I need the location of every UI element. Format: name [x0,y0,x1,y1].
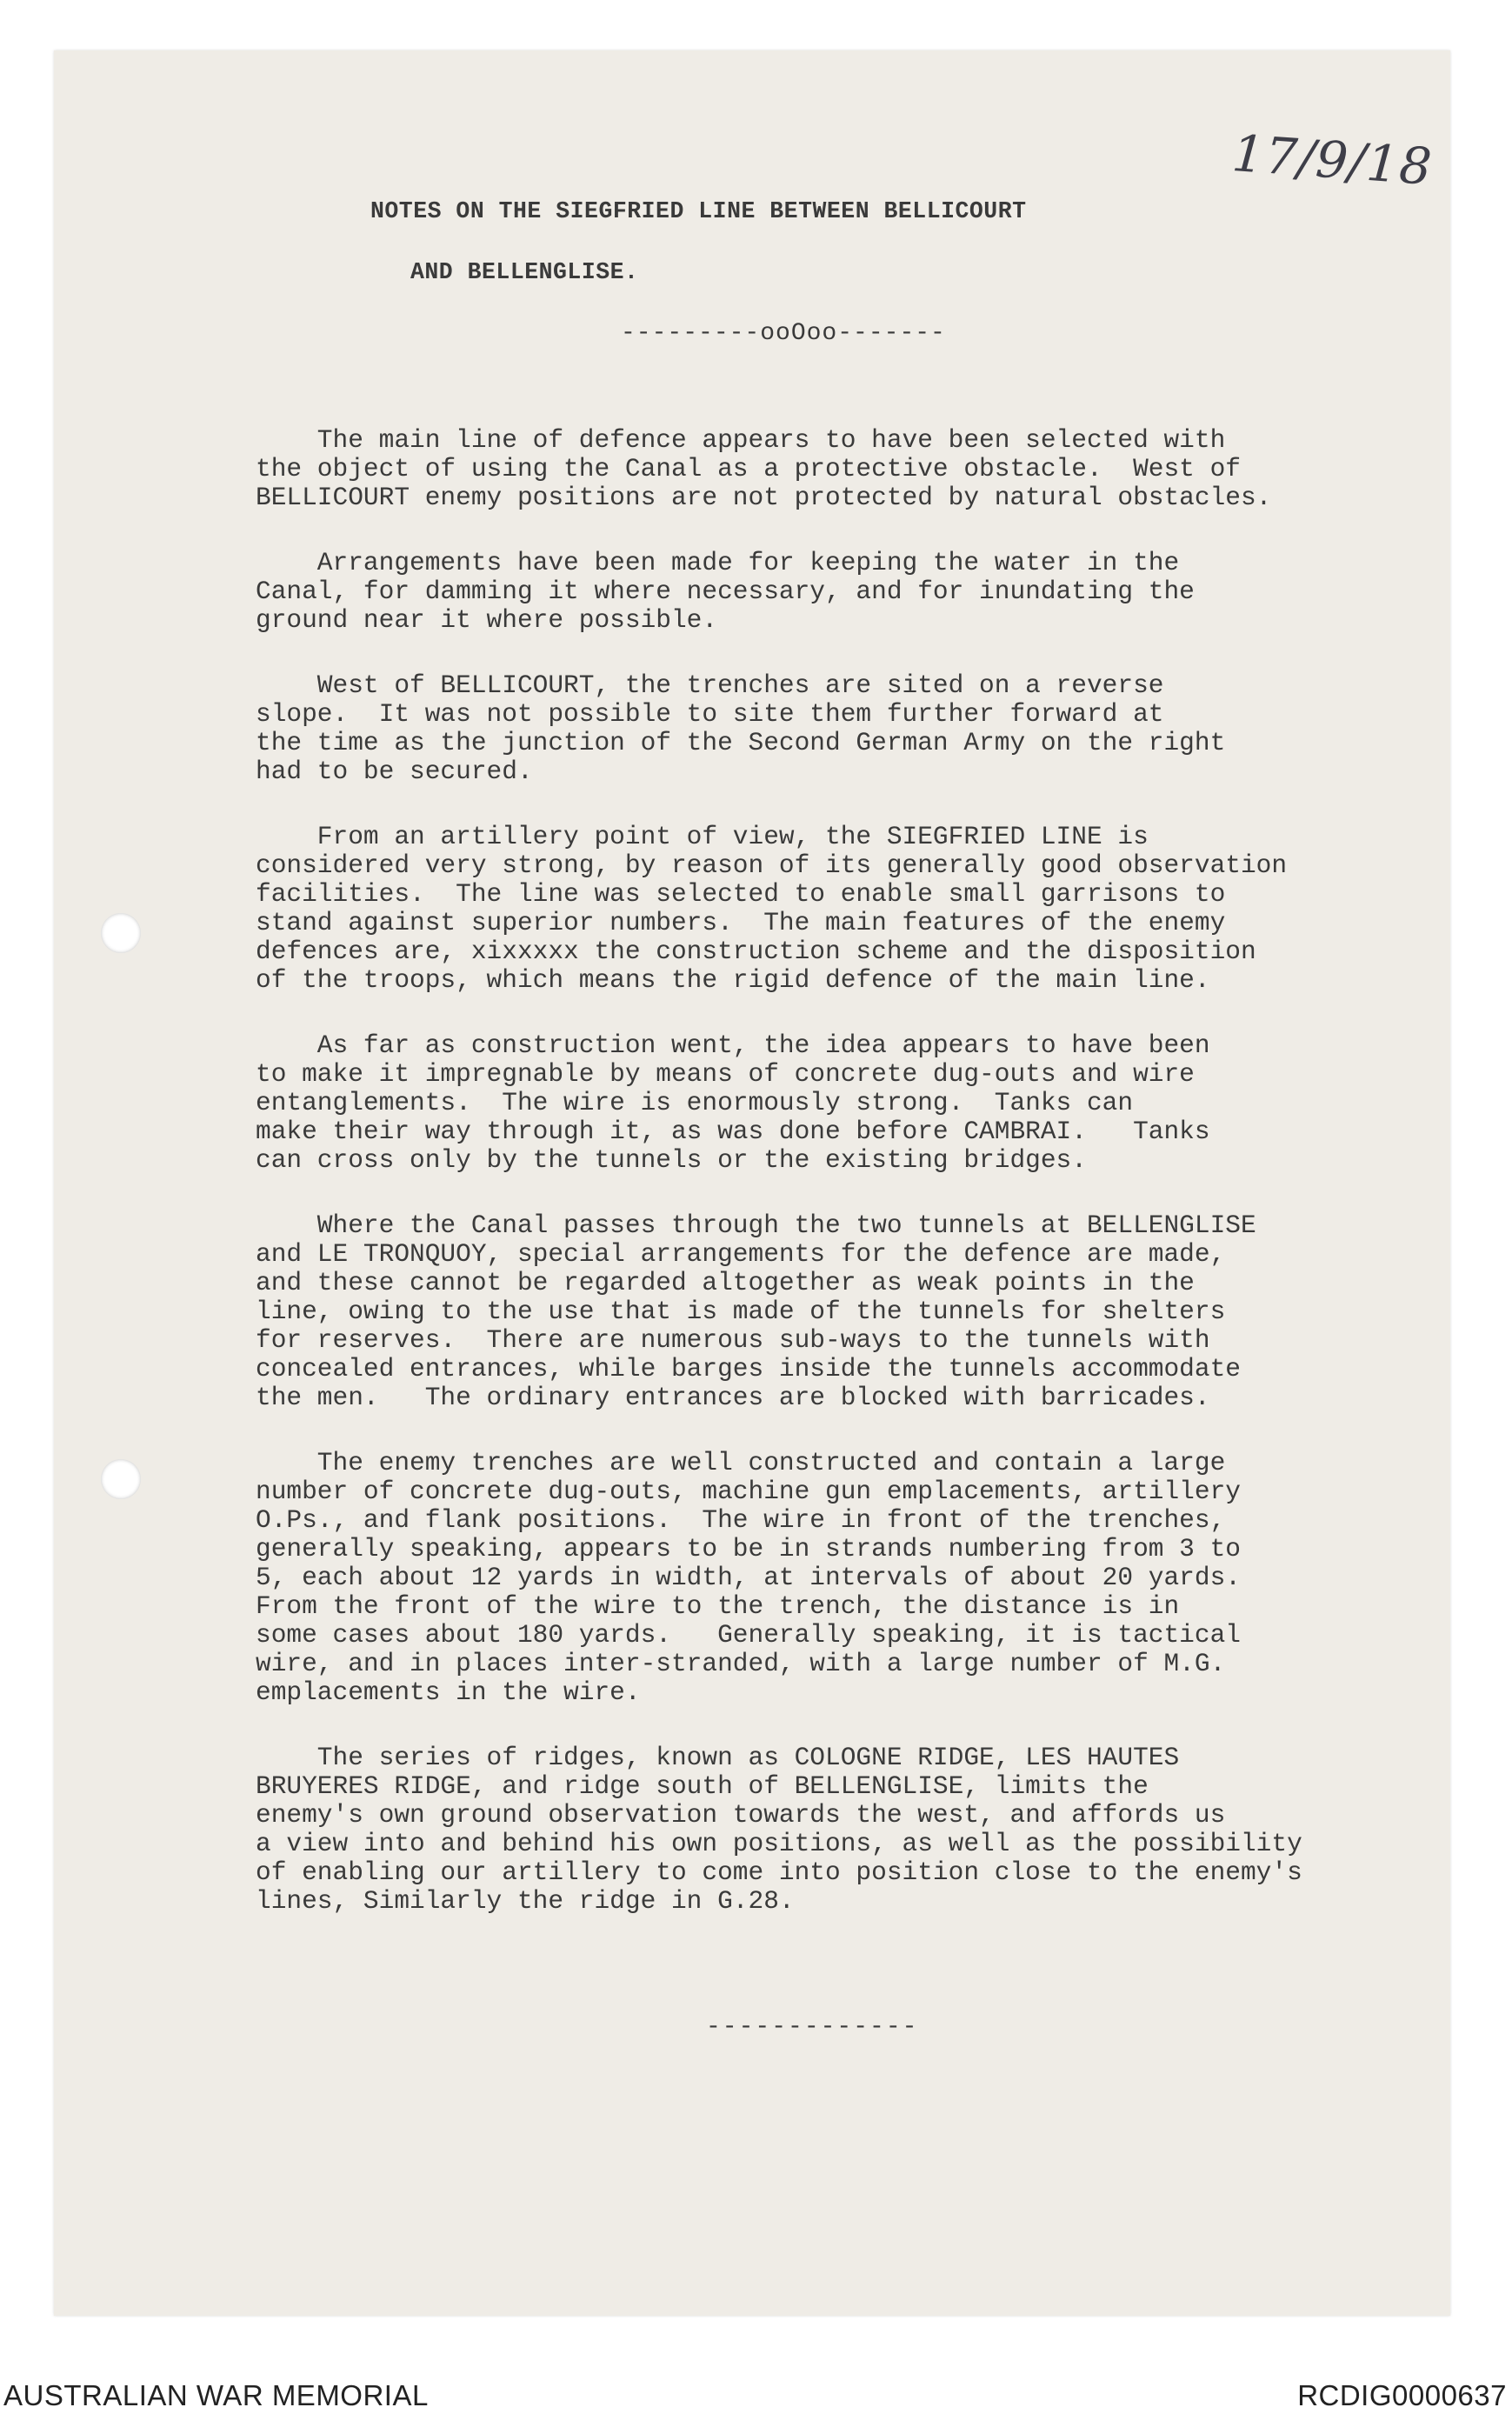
paragraph-line: line, owing to the use that is made of the tunnels for shelters [256,1297,1226,1326]
body-paragraph [256,549,1438,635]
paragraph-line: Canal, for damming it where necessary, and for inundating the [256,577,1195,606]
body-paragraph [256,1744,1438,1916]
paragraph-line: Where the Canal passes through the two tunnels at BELLENGLISE [256,1210,1256,1240]
paragraph-line: entanglements. The wire is enormously strong. Tanks can [256,1088,1134,1117]
paragraph-line: enemy's own ground observation towards the west, and affords us [256,1800,1226,1830]
paragraph-line: slope. It was not possible to site them further forward at [256,699,1164,729]
paragraph-line: had to be secured. [256,757,533,786]
paragraph-line: the time as the junction of the Second German Army on the right [256,728,1226,757]
paragraph-line: As far as construction went, the idea appears to have been [256,1030,1210,1060]
paragraph-line: and LE TRONQUOY, special arrangements for the defence are made, [256,1239,1226,1269]
document-body [256,426,1438,1952]
document-title-line-2: AND BELLENGLISE. [410,259,639,285]
title-divider: ---------ooOoo------- [621,320,946,347]
body-paragraph [256,823,1438,995]
paragraph-line: of the troops, which means the rigid defence of the main line. [256,965,1210,995]
paragraph-line: From an artillery point of view, the SIEGFRIED LINE is [256,822,1149,851]
body-paragraph [256,671,1438,786]
paragraph-line: considered very strong, by reason of its generally good observation [256,850,1288,880]
footer-institution: AUSTRALIAN WAR MEMORIAL [3,2379,429,2411]
paragraph-line: ground near it where possible. [256,605,718,635]
paragraph-line: concealed entrances, while barges inside the tunnels accommodate [256,1354,1241,1384]
paragraph-line: emplacements in the wire. [256,1677,641,1707]
document-page [54,50,1450,2316]
body-paragraph [256,426,1438,512]
paragraph-line: can cross only by the tunnels or the existing bridges. [256,1145,1087,1175]
paragraph-line: and these cannot be regarded altogether as weak points in the [256,1268,1195,1297]
paragraph-line: Arrangements have been made for keeping the water in the [256,548,1180,577]
handwritten-date: 17/9/18 [1229,123,1435,197]
footer-record-id: RCDIG0000637 [1297,2379,1507,2411]
punch-hole [101,1459,141,1499]
paragraph-line: the object of using the Canal as a protective obstacle. West of [256,454,1241,483]
paragraph-line: O.Ps., and flank positions. The wire in front of the trenches, [256,1505,1226,1535]
body-paragraph [256,1211,1438,1412]
paragraph-line: The series of ridges, known as COLOGNE RIDGE, LES HAUTES [256,1743,1180,1772]
paragraph-line: From the front of the wire to the trench, the distance is in [256,1591,1180,1621]
body-paragraph [256,1449,1438,1707]
paragraph-line: The enemy trenches are well constructed and contain a large [256,1448,1226,1477]
paragraph-line: to make it impregnable by means of concrete dug-outs and wire [256,1059,1195,1089]
body-paragraph [256,1031,1438,1175]
paragraph-line: facilities. The line was selected to enable small garrisons to [256,879,1226,909]
paragraph-line: the men. The ordinary entrances are blocked with barricades. [256,1383,1210,1412]
paragraph-line: number of concrete dug-outs, machine gun emplacements, artillery [256,1477,1241,1506]
paragraph-line: generally speaking, appears to be in strands numbering from 3 to [256,1534,1241,1564]
paragraph-line: lines, Similarly the ridge in G.28. [256,1886,795,1916]
paragraph-line: a view into and behind his own positions, as well as the possibility [256,1829,1302,1858]
paragraph-line: make their way through it, as was done before CAMBRAI. Tanks [256,1117,1210,1146]
document-title-line-1: NOTES ON THE SIEGFRIED LINE BETWEEN BELLICOURT [370,198,1027,224]
paragraph-line: of enabling our artillery to come into position close to the enemy's [256,1857,1302,1887]
punch-hole [101,913,141,953]
paragraph-line: for reserves. There are numerous sub-ways to the tunnels with [256,1325,1210,1355]
paragraph-line: The main line of defence appears to have been selected with [256,425,1226,455]
paragraph-line: stand against superior numbers. The main features of the enemy [256,908,1226,937]
end-divider: ------------- [706,2014,919,2041]
paragraph-line: defences are, xixxxxx the construction scheme and the disposition [256,937,1256,966]
paragraph-line: wire, and in places inter-stranded, with a large number of M.G. [256,1649,1226,1678]
paragraph-line: 5, each about 12 yards in width, at intervals of about 20 yards. [256,1563,1241,1592]
paragraph-line: BRUYERES RIDGE, and ridge south of BELLENGLISE, limits the [256,1771,1149,1801]
paragraph-line: West of BELLICOURT, the trenches are sited on a reverse [256,670,1164,700]
paragraph-line: some cases about 180 yards. Generally speaking, it is tactical [256,1620,1241,1650]
paragraph-line: BELLICOURT enemy positions are not protected by natural obstacles. [256,483,1272,512]
